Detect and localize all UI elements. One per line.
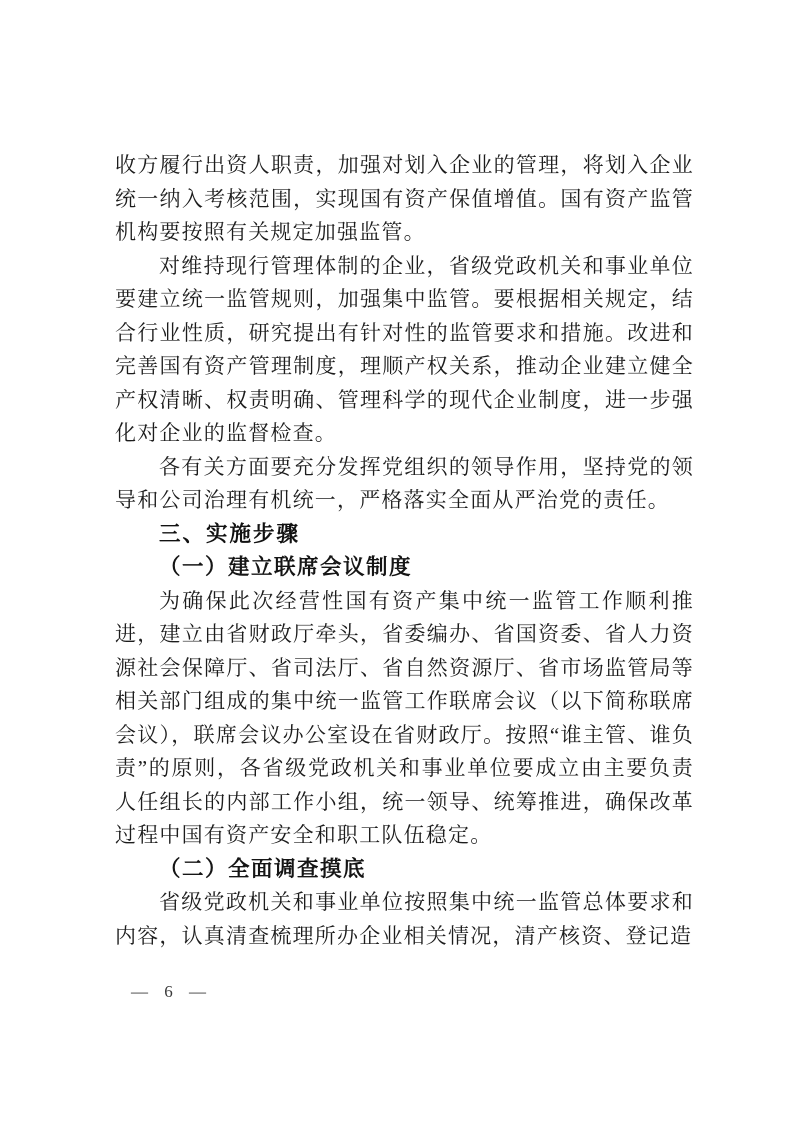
page-footer <box>131 982 209 1002</box>
paragraph: 各有关方面要充分发挥党组织的领导作用，坚持党的领导和公司治理有机统一，严格落实全面从严治党的责任。 <box>115 454 694 512</box>
paragraph: 为确保此次经营性国有资产集中统一监管工作顺利推进，建立由省财政厅牵头，省委编办、省国资委、省人力资源社会保障厅、省司法厅、省自然资源厅、省市场监管局等相关部门组成的集中统一监管工作联席会议（以下简称联席会议），联席会议办公室设在省财政厅。按照“谁主管、谁负责”的原则，各省级党政机关和事业单位要成立由主要负责人任组长的内部工作小组，统一领导、统筹推进，确保改革过程中国有资产安全和职工队伍稳定。 <box>115 588 694 847</box>
section-heading-implementation-steps: 三、实施步骤 <box>159 521 301 546</box>
document-body-text <box>115 149 694 953</box>
subsection-heading-full-survey: （二）全面调查摸底 <box>159 856 367 881</box>
paragraph: 对维持现行管理体制的企业，省级党政机关和事业单位要建立统一监管规则，加强集中监管。要根据相关规定，结合行业性质，研究提出有针对性的监管要求和措施。改进和完善国有资产管理制度，理顺产权关系，推动企业建立健全产权清晰、权责明确、管理科学的现代企业制度，进一步强化对企业的监督检查。 <box>115 253 694 445</box>
paragraph-continuation: 收方履行出资人职责，加强对划入企业的管理，将划入企业统一纳入考核范围，实现国有资产保值增值。国有资产监管机构要按照有关规定加强监管。 <box>115 153 694 244</box>
page-number: — 6 — <box>131 982 209 1001</box>
subsection-heading-joint-meeting-system: （一）建立联席会议制度 <box>159 555 413 579</box>
paragraph: 省级党政机关和事业单位按照集中统一监管总体要求和内容，认真清查梳理所办企业相关情况，清产核资、登记造 <box>115 890 694 948</box>
